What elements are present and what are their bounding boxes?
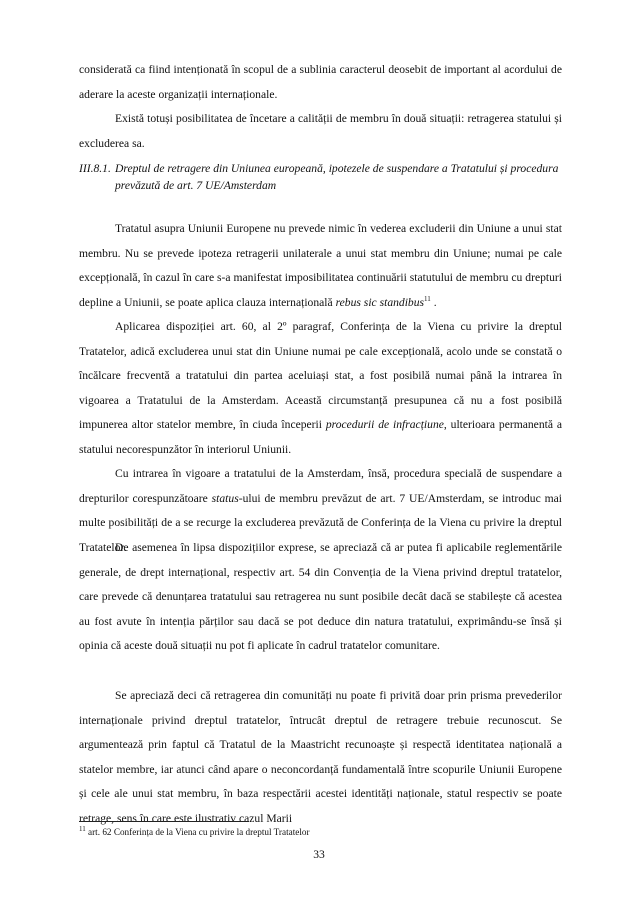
footnote-reference: 11 bbox=[424, 294, 431, 303]
paragraph-exclusion bbox=[79, 217, 562, 315]
italic-term: status bbox=[211, 491, 239, 505]
footnote-number: 11 bbox=[79, 824, 86, 833]
paragraph-text: De asemenea în lipsa dispozițiilor exprese, se apreciază că ar putea fi aplicabile reglementările generale, de drept internațional, respectiv art. 54 din Convenția de la Viena privind dreptul tratatelor, care prevede că denunțarea tratatului sau retragerea nu sunt posibile decât dacă se stabilește că acestea au fost avute în intenția părților sau dacă se pot deduce din natura tratatului, exprimându-se însă și opinia că aceste două situații nu pot fi aplicate în cadrul tratatelor comunitare. bbox=[79, 541, 562, 653]
paragraph-text: Există totuși posibilitatea de încetare a calității de membru în două situații: retragerea statului și excluderea sa. bbox=[79, 112, 562, 150]
paragraph-text: Cu intrarea în vigoare a tratatului de la Amsterdam, însă, procedura specială de suspendare a drepturilor corespunzătoare bbox=[79, 467, 562, 505]
paragraph-text: Se apreciază deci că retragerea din comunități nu poate fi privită doar prin prisma prevederilor internaționale privind dreptul tratatelor, întrucât dreptul de retragere trebuie recunoscut. Se argumentează prin faptul că Tratatul de la Maastricht recunoaște și respectă identitatea națională a statelor membre, iar atunci când apare o neconcordanță fundamentală între scopurile Uniunii Europene și cele ale unui stat membru, în baza respectării acestei identități naționale, statul respectiv se poate retrage, sens în care este ilustrativ cazul Marii bbox=[79, 689, 562, 825]
footnote-text: art. 62 Conferința de la Viena cu privire la dreptul Tratatelor bbox=[85, 827, 310, 837]
paragraph-text: considerată ca fiind intenționată în scopul de a sublinia caracterul deosebit de important al acordului de aderare la aceste organizații internaționale. bbox=[79, 63, 562, 101]
page-number: 33 bbox=[313, 848, 325, 861]
paragraph-text: . bbox=[430, 295, 437, 309]
paragraph-text: Aplicarea dispoziției art. 60, al 2º paragraf, Conferința de la Viena cu privire la dreptul Tratatelor, adică excluderea unui stat din Uniune numai pe cale excepțională, acolo unde se constată o încălcare frecventă a tratatului din partea aceluiași stat, a fost posibilă numai până la intrarea în vigoarea a Tratatului de la Amsterdam. Această circumstanță presupunea că nu a fost posibilă impunerea altor statelor membre, în ciuda începerii bbox=[79, 320, 562, 432]
paragraph-application bbox=[79, 315, 562, 463]
footnote bbox=[79, 826, 562, 838]
paragraph-text: Tratatul asupra Uniunii Europene nu prevede nimic în vederea excluderii din Uniune a unui stat membru. Nu se prevede ipoteza retragerii unilaterale a unui stat membru din Uniune; numai pe cale excepțională, în cazul în care s-a manifestat imposibilitatea continuării statutului de membru cu drepturi depline a Uniunii, se poate aplica clauza internațională bbox=[79, 222, 562, 309]
section-heading bbox=[79, 161, 598, 194]
paragraph-general-rules bbox=[79, 536, 562, 659]
footnote-divider bbox=[79, 821, 249, 822]
paragraph-situations bbox=[79, 107, 562, 156]
paragraph-text: , ulterioara permanentă a statului necorespunzător în interiorul Uniunii. bbox=[79, 418, 562, 456]
paragraph-continuation bbox=[79, 58, 562, 107]
section-number: III.8.1. bbox=[79, 162, 111, 175]
paragraph-text: -ului de membru prevăzut de art. 7 UE/Amsterdam, se introduc mai multe posibilități de a se recurge la excluderea prevăzută de Conferința de la Viena cu privire la dreptul Tratatelor. bbox=[79, 491, 562, 554]
italic-term: rebus sic standibus bbox=[335, 295, 425, 309]
italic-term: procedurii de infracțiune bbox=[325, 418, 444, 432]
paragraph-withdrawal bbox=[79, 684, 562, 832]
section-title: Dreptul de retragere din Uniunea europeană, ipotezele de suspendare a Tratatului și procedura prevăzută de art. 7 UE/Amsterdam bbox=[115, 162, 559, 192]
